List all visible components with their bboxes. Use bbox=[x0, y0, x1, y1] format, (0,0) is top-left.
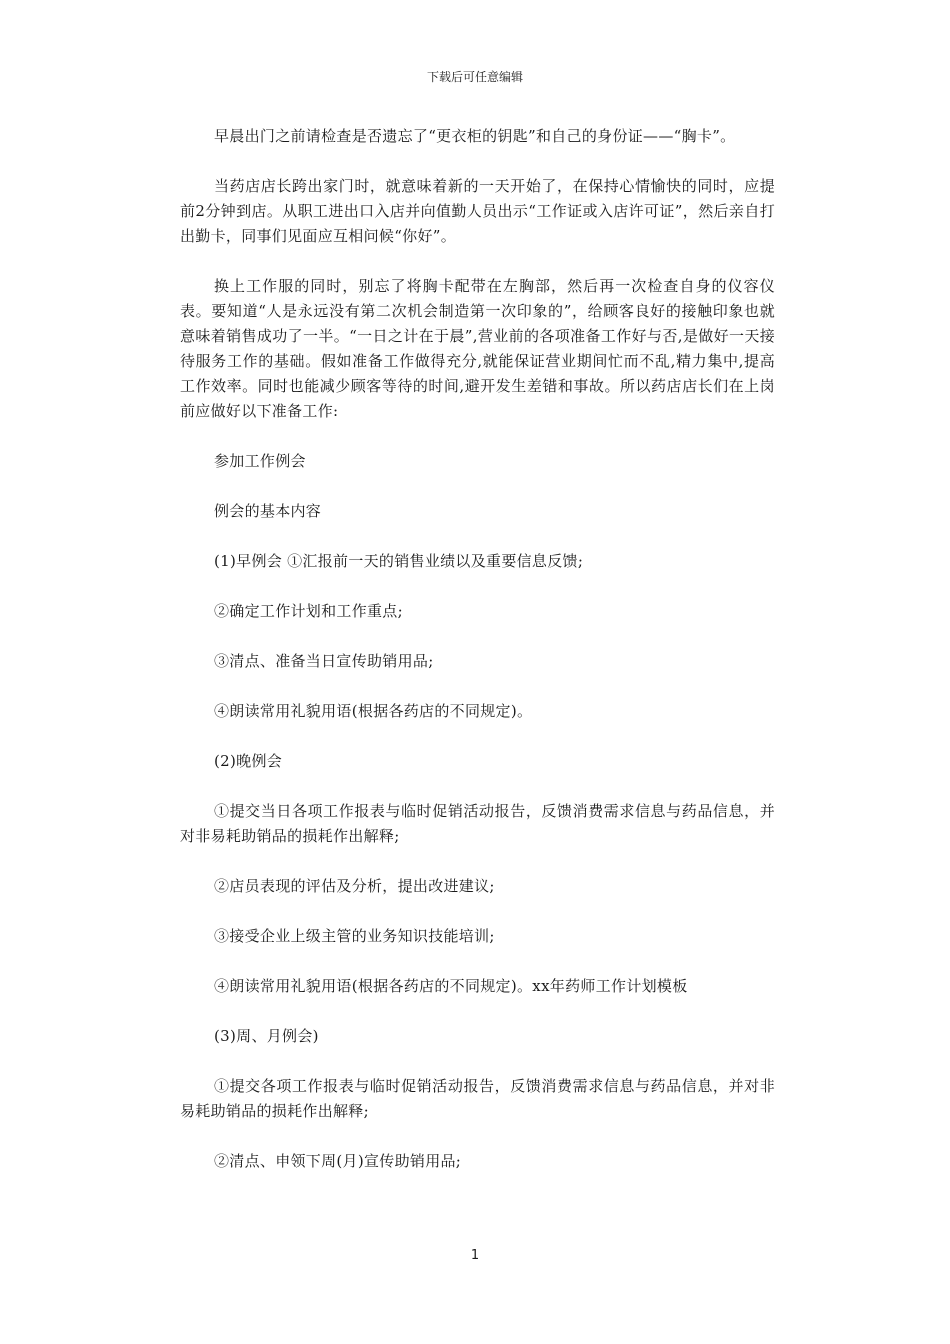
list-item: ④朗读常用礼貌用语(根据各药店的不同规定)。xx年药师工作计划模板 bbox=[214, 977, 688, 995]
list-item: ③接受企业上级主管的业务知识技能培训; bbox=[214, 927, 495, 945]
paragraph: 当药店店长跨出家门时，就意味着新的一天开始了，在保持心情愉快的同时，应提前2分钟到店。从职工进出口入店并向值勤人员出示“工作证或入店许可证”，然后亲自打出勤卡，同事们见面应互相问候“你好”。 bbox=[180, 177, 775, 245]
page-header: 下载后可任意编辑 bbox=[426, 70, 523, 84]
list-item: ①提交各项工作报表与临时促销活动报告，反馈消费需求信息与药品信息，并对非易耗助销品的损耗作出解释; bbox=[180, 1077, 775, 1120]
list-item: ②清点、申领下周(月)宣传助销用品; bbox=[214, 1152, 462, 1170]
paragraph: 早晨出门之前请检查是否遗忘了“更衣柜的钥匙”和自己的身份证——“胸卡”。 bbox=[214, 127, 736, 145]
list-item: (1)早例会 ①汇报前一天的销售业绩以及重要信息反馈; bbox=[214, 552, 584, 570]
paragraph: 换上工作服的同时，别忘了将胸卡配带在左胸部，然后再一次检查自身的仪容仪表。要知道“人是永远没有第二次机会制造第一次印象的”，给顾客良好的接触印象也就意味着销售成功了一半。“一日之计在于晨”,营业前的各项准备工作好与否,是做好一天接待服务工作的基础。假如准备工作做得充分,就能保证营业期间忙而不乱,精力集中,提高工作效率。同时也能减少顾客等待的时间,避开发生差错和事故。所以药店店长们在上岗前应做好以下准备工作: bbox=[180, 277, 775, 420]
subsection-heading: 例会的基本内容 bbox=[214, 502, 322, 520]
list-heading: (2)晚例会 bbox=[214, 752, 283, 770]
list-item: ④朗读常用礼貌用语(根据各药店的不同规定)。 bbox=[214, 702, 533, 720]
list-item: ②确定工作计划和工作重点; bbox=[214, 602, 403, 620]
page-number: 1 bbox=[470, 1248, 480, 1263]
section-heading: 参加工作例会 bbox=[214, 452, 306, 470]
document-body bbox=[180, 124, 775, 1199]
list-item: ③清点、准备当日宣传助销用品; bbox=[214, 652, 434, 670]
list-item: ②店员表现的评估及分析，提出改进建议; bbox=[214, 877, 495, 895]
list-item: ①提交当日各项工作报表与临时促销活动报告，反馈消费需求信息与药品信息，并对非易耗助销品的损耗作出解释; bbox=[180, 802, 775, 845]
list-heading: (3)周、月例会) bbox=[214, 1027, 319, 1045]
